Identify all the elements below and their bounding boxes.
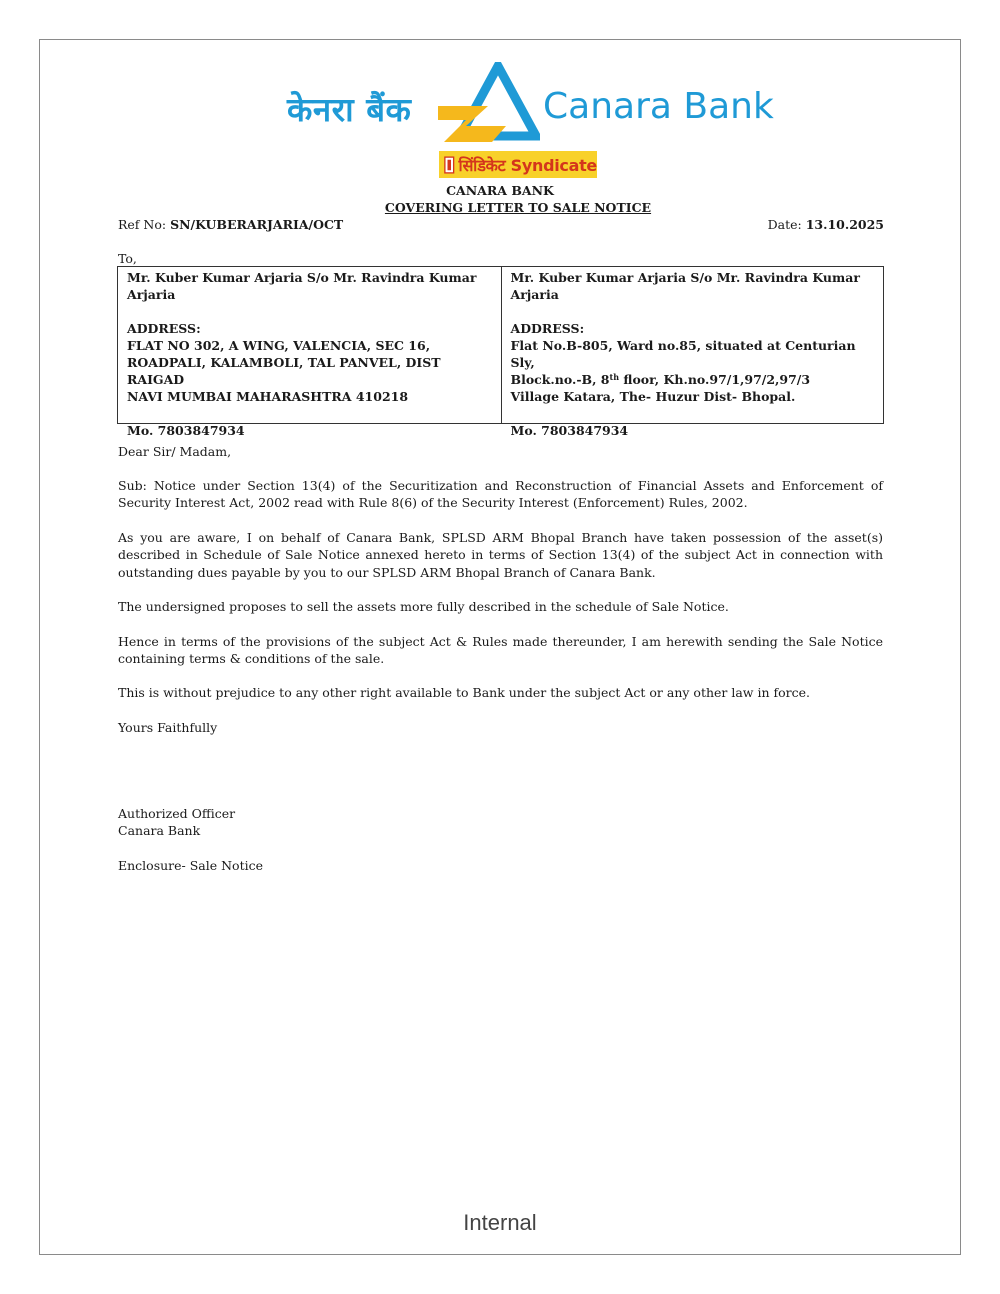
address-label: ADDRESS: xyxy=(127,321,201,336)
recipient-name: Mr. Kuber Kumar Arjaria S/o Mr. Ravindra Kumar Arjaria xyxy=(510,270,860,302)
address-line: Block.no.-B, 8th floor, Kh.no.97/1,97/2,97/3 xyxy=(510,372,811,387)
address-line: NAVI MUMBAI MAHARASHTRA 410218 xyxy=(127,389,409,404)
classification-label: Internal xyxy=(463,1210,537,1235)
recipient-name: Mr. Kuber Kumar Arjaria S/o Mr. Ravindra Kumar Arjaria xyxy=(127,270,477,302)
ref-label: Ref No: xyxy=(118,217,167,232)
address-line: Flat No.B-805, Ward no.85, situated at Centurian Sly, xyxy=(510,338,856,370)
address-cell-bhopal xyxy=(501,267,884,438)
address-label: ADDRESS: xyxy=(510,321,585,336)
syndicate-hindi-text: सिंडिकेट xyxy=(458,155,506,175)
to-label: To, xyxy=(118,251,137,266)
ref-value: SN/KUBERARJARIA/OCT xyxy=(170,217,344,232)
address-table xyxy=(117,266,884,438)
sale-notice-paragraph: Hence in terms of the provisions of the subject Act & Rules made thereunder, I am herewith sending the Sale Notice containing terms & conditions of the sale. xyxy=(118,634,883,667)
letter-date xyxy=(768,217,884,232)
recipient-mobile: Mo. 7803847934 xyxy=(127,423,245,438)
salutation: Dear Sir/ Madam, xyxy=(118,444,232,459)
possession-paragraph: As you are aware, I on behalf of Canara Bank, SPLSD ARM Bhopal Branch have taken possession of the asset(s) described in Schedule of Sale Notice annexed hereto in terms of Section 13(4) of the subject Act in connection with outstanding dues payable by you to our SPLSD ARM Bhopal Branch of Canara Bank. xyxy=(118,530,883,580)
closing: Yours Faithfully xyxy=(118,720,218,735)
signatory-title: Authorized Officer xyxy=(118,806,236,821)
address-line: ROADPALI, KALAMBOLI, TAL PANVEL, DIST RAIGAD xyxy=(127,355,441,387)
canara-bank-logo-icon xyxy=(436,62,540,144)
address-line: Village Katara, The- Huzur Dist- Bhopal. xyxy=(510,389,796,404)
bank-heading: CANARA BANK xyxy=(446,183,554,198)
address-cell-mumbai xyxy=(118,267,501,438)
prejudice-paragraph: This is without prejudice to any other right available to Bank under the subject Act or any other law in force. xyxy=(118,685,811,700)
subject-paragraph: Sub: Notice under Section 13(4) of the Securitization and Reconstruction of Financial Assets and Enforcement of Security Interest Act, 2002 read with Rule 8(6) of the Security Interest (Enforcement) Rules, 2002. xyxy=(118,478,883,511)
bank-name-english: Canara Bank xyxy=(543,86,774,127)
recipient-mobile: Mo. 7803847934 xyxy=(510,423,629,438)
syndicate-logo xyxy=(439,151,597,178)
reference-number xyxy=(118,217,343,232)
date-value: 13.10.2025 xyxy=(805,217,884,232)
bank-name-hindi: केनरा बैंक xyxy=(287,90,412,129)
signatory-org: Canara Bank xyxy=(118,823,201,838)
letter-title: COVERING LETTER TO SALE NOTICE xyxy=(384,200,652,215)
enclosure: Enclosure- Sale Notice xyxy=(118,858,264,873)
proposal-paragraph: The undersigned proposes to sell the assets more fully described in the schedule of Sale Notice. xyxy=(118,599,729,614)
date-label: Date: xyxy=(767,217,802,232)
address-line: FLAT NO 302, A WING, VALENCIA, SEC 16, xyxy=(127,338,431,353)
syndicate-mark-icon xyxy=(444,155,455,175)
syndicate-english-text: Syndicate xyxy=(510,155,597,175)
